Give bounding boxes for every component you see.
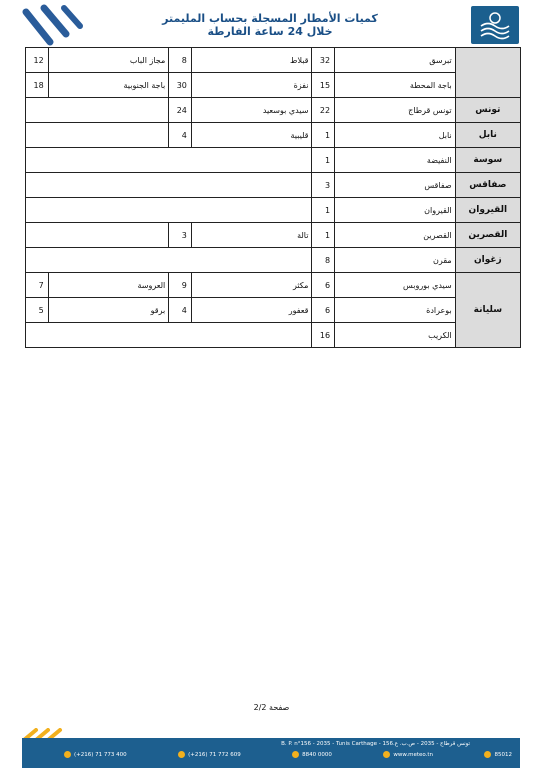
empty-cell	[26, 123, 169, 148]
station-cell: باجة الجنوبية	[48, 73, 169, 98]
station-cell: مكثر	[191, 273, 312, 298]
station-cell: مجاز الباب	[48, 48, 169, 73]
value-cell: 24	[169, 98, 192, 123]
meteo-logo	[471, 6, 519, 44]
table-row	[26, 48, 521, 73]
station-cell: القيروان	[335, 198, 456, 223]
value-cell: 6	[312, 273, 335, 298]
value-cell: 3	[169, 223, 192, 248]
governorate-cell: تونس	[455, 98, 520, 123]
governorate-cell	[455, 73, 520, 98]
empty-cell	[26, 198, 312, 223]
empty-cell	[26, 98, 169, 123]
value-cell: 1	[312, 223, 335, 248]
title-line-2: خلال 24 ساعة الفارطة	[207, 25, 333, 38]
value-cell: 1	[312, 148, 335, 173]
title-line-1: كميات الأمطار المسجلة بحساب المليمتر	[162, 12, 378, 25]
fax-text: (+216) 71 772 609	[188, 751, 241, 758]
value-cell: 32	[312, 48, 335, 73]
station-cell: تبرسق	[335, 48, 456, 73]
station-cell: نفزة	[191, 73, 312, 98]
value-cell: 5	[26, 298, 49, 323]
value-cell: 4	[169, 298, 192, 323]
station-cell: قعفور	[191, 298, 312, 323]
footer-phone	[64, 751, 127, 758]
table-row	[26, 273, 521, 298]
footer-fax	[178, 751, 241, 758]
sms-text: 85012	[494, 751, 512, 758]
value-cell: 30	[169, 73, 192, 98]
governorate-cell: سليانة	[455, 298, 520, 323]
table-row	[26, 123, 521, 148]
value-cell: 7	[26, 273, 49, 298]
station-cell: تونس قرطاج	[335, 98, 456, 123]
empty-cell	[26, 223, 169, 248]
governorate-cell: القيروان	[455, 198, 520, 223]
governorate-cell: زغوان	[455, 248, 520, 273]
station-cell: مقرن	[335, 248, 456, 273]
table-row	[26, 148, 521, 173]
table-row	[26, 98, 521, 123]
governorate-cell: نابل	[455, 123, 520, 148]
station-cell: قبلاط	[191, 48, 312, 73]
station-cell: تالة	[191, 223, 312, 248]
sms-icon	[484, 751, 491, 758]
green-number-text: 8840 0000	[302, 751, 332, 758]
phone-text: (+216) 71 773 400	[74, 751, 127, 758]
value-cell: 8	[169, 48, 192, 73]
footer-address: B. P. n°156 - 2035 - Tunis Carthage - تونس قرطاج - 2035 - ص.ب. ع.156	[281, 741, 470, 747]
website-text: www.meteo.tn	[393, 751, 434, 758]
station-cell: العروسة	[48, 273, 169, 298]
rainfall-table	[25, 47, 521, 348]
table-row	[26, 323, 521, 348]
value-cell: 12	[26, 48, 49, 73]
table-row	[26, 248, 521, 273]
station-cell: النفيضة	[335, 148, 456, 173]
governorate-cell: صفاقس	[455, 173, 520, 198]
station-cell: قليبية	[191, 123, 312, 148]
value-cell: 16	[312, 323, 335, 348]
empty-cell	[26, 248, 312, 273]
footer-sms	[484, 751, 512, 758]
table-row	[26, 298, 521, 323]
footer-bar	[22, 738, 520, 768]
value-cell: 18	[26, 73, 49, 98]
table-row	[26, 223, 521, 248]
stripes-logo	[22, 4, 92, 46]
station-cell: نابل	[335, 123, 456, 148]
station-cell: سيدي بوسعيد	[191, 98, 312, 123]
governorate-cell: القصرين	[455, 223, 520, 248]
value-cell: 4	[169, 123, 192, 148]
governorate-cell: سوسة	[455, 148, 520, 173]
empty-cell	[26, 323, 312, 348]
value-cell: 9	[169, 273, 192, 298]
governorate-cell	[455, 323, 520, 348]
station-cell: القصرين	[335, 223, 456, 248]
phone-icon	[64, 751, 71, 758]
value-cell: 8	[312, 248, 335, 273]
station-cell: الكريب	[335, 323, 456, 348]
value-cell: 1	[312, 198, 335, 223]
empty-cell	[26, 173, 312, 198]
footer-green-number	[292, 751, 332, 758]
governorate-cell	[455, 273, 520, 298]
table-row	[26, 173, 521, 198]
station-cell: صفاقس	[335, 173, 456, 198]
document-title	[150, 12, 390, 38]
station-cell: باجة المحطة	[335, 73, 456, 98]
value-cell: 22	[312, 98, 335, 123]
value-cell: 3	[312, 173, 335, 198]
value-cell: 15	[312, 73, 335, 98]
fax-icon	[178, 751, 185, 758]
table-row	[26, 73, 521, 98]
globe-icon	[383, 751, 390, 758]
value-cell: 1	[312, 123, 335, 148]
station-cell: بوعرادة	[335, 298, 456, 323]
page-number: صفحة 2/2	[253, 703, 290, 712]
value-cell: 6	[312, 298, 335, 323]
governorate-cell	[455, 48, 520, 73]
table-row	[26, 198, 521, 223]
station-cell: سيدي بوروبس	[335, 273, 456, 298]
empty-cell	[26, 148, 312, 173]
green-number-icon	[292, 751, 299, 758]
footer-website	[383, 751, 433, 758]
station-cell: برقو	[48, 298, 169, 323]
